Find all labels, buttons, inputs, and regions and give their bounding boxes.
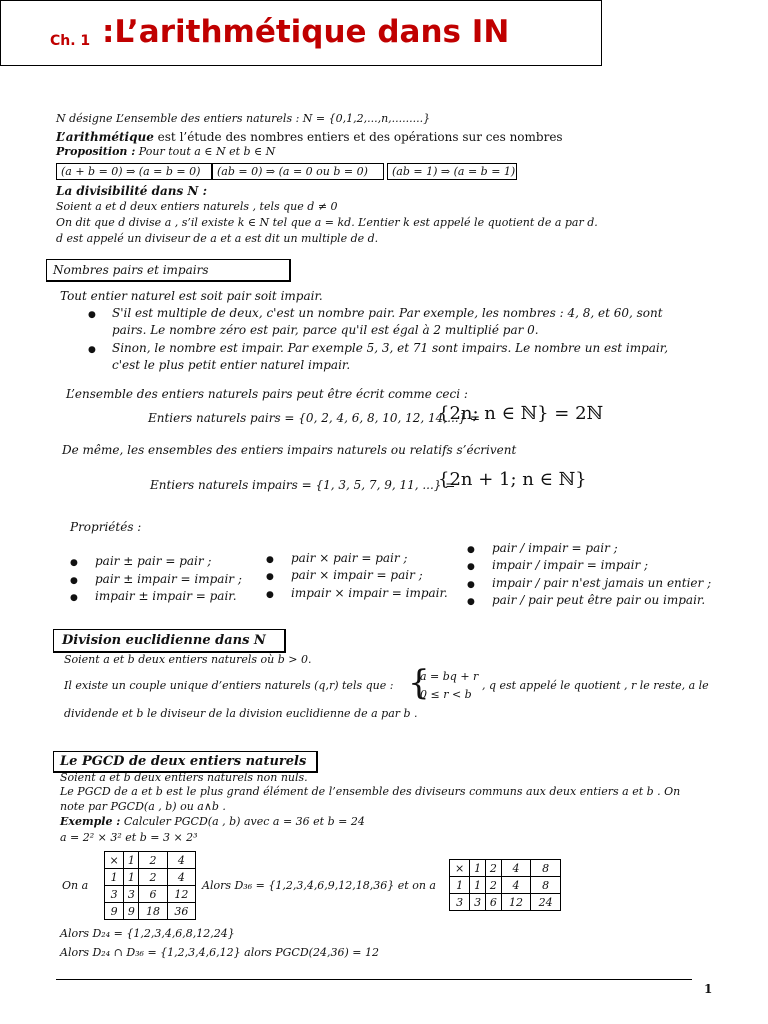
chapter-label: Ch. 1 <box>50 33 91 49</box>
system-eq-1: a = bq + r <box>420 670 479 683</box>
bullet-icon: ● <box>266 590 274 600</box>
pgcd-line-3: note par PGCD(a , b) ou a∧b . <box>60 800 226 813</box>
bullet-icon: ● <box>467 580 475 590</box>
divisors-table-24: × 1 2 4 8 1 1 2 4 8 3 3 6 12 24 <box>449 859 561 911</box>
prop-col1-item: pair ± impair = impair ; <box>95 572 242 586</box>
parity-heading: Nombres pairs et impairs <box>46 259 291 282</box>
divisibility-line-1: Soient a et d deux entiers naturels , tels que d ≠ 0 <box>56 200 338 213</box>
brace-icon: { <box>408 663 430 703</box>
divisibility-line-2: On dit que d divise a , s’il existe k ∈ N tel que a = kd. L’entier k est appelé le quotient de a par d. <box>56 216 598 229</box>
even-set-math: {2n; n ∈ ℕ} = 2ℕ <box>438 403 603 424</box>
alors-d24: Alors D₂₄ = {1,2,3,4,6,8,12,24} <box>60 927 235 940</box>
parity-intro: Tout entier naturel est soit pair soit impair. <box>60 289 323 303</box>
intro-line-1: N désigne L’ensemble des entiers naturels : N = {0,1,2,...,n,.........} <box>56 112 431 125</box>
division-line-2-end: , q est appelé le quotient , r le reste, a le <box>482 679 709 692</box>
prop-col1-item: pair ± pair = pair ; <box>95 554 212 568</box>
prop-col2-item: pair × impair = pair ; <box>291 568 423 582</box>
proposition-box-3: (ab = 1) ⇒ (a = b = 1) <box>387 163 517 180</box>
pgcd-heading: Le PGCD de deux entiers naturels <box>53 751 318 773</box>
bullet-icon: ● <box>88 310 96 320</box>
division-line-3: dividende et b le diviseur de la division euclidienne de a par b . <box>64 707 418 720</box>
parity-bullet-2b: c'est le plus petit entier naturel impair. <box>112 358 351 372</box>
even-set-text: Entiers naturels pairs = {0, 2, 4, 6, 8, 10, 12, 14,...} = <box>148 411 481 425</box>
bullet-icon: ● <box>467 545 475 555</box>
prop-col3-item: pair / impair = pair ; <box>492 541 618 555</box>
prop-col2-item: impair × impair = impair. <box>291 586 448 600</box>
parity-bullet-1b: pairs. Le nombre zéro est pair, parce qu'il est égal à 2 multiplié par 0. <box>112 323 539 337</box>
bullet-icon: ● <box>266 572 274 582</box>
prop-col1-item: impair ± impair = pair. <box>95 589 237 603</box>
divisors-table-36: × 1 2 4 1 1 2 4 3 3 6 12 9 9 18 36 <box>104 851 196 920</box>
footer-rule <box>56 979 692 980</box>
proposition-box-1: (a + b = 0) ⇒ (a = b = 0) <box>56 163 212 180</box>
bullet-icon: ● <box>467 562 475 572</box>
example-line: Exemple : Calculer PGCD(a , b) avec a = 36 et b = 24 <box>60 815 365 828</box>
bullet-icon: ● <box>467 597 475 607</box>
parity-bullet-1a: S'il est multiple de deux, c'est un nombre pair. Par exemple, les nombres : 4, 8, et 60, sont <box>112 306 663 320</box>
page-title: :L’arithmétique dans IN <box>102 14 510 50</box>
decomposition: a = 2² × 3² et b = 3 × 2³ <box>60 831 198 844</box>
prop-col3-item: impair / impair = impair ; <box>492 558 649 572</box>
system-eq-2: 0 ≤ r < b <box>420 688 472 701</box>
bullet-icon: ● <box>88 345 96 355</box>
divisibility-line-3: d est appelé un diviseur de a et a est dit un multiple de d. <box>56 232 379 245</box>
proposition-box-2: (ab = 0) ⇒ (a = 0 ou b = 0) <box>212 163 384 180</box>
properties-label: Propriétés : <box>70 520 142 534</box>
title-box <box>0 0 602 66</box>
prop-col3-item: pair / pair peut être pair ou impair. <box>492 593 706 607</box>
division-heading: Division euclidienne dans N <box>53 629 286 653</box>
division-line-1: Soient a et b deux entiers naturels où b > 0. <box>64 653 312 666</box>
bullet-icon: ● <box>70 593 78 603</box>
alors-d36: Alors D₃₆ = {1,2,3,4,6,9,12,18,36} et on a <box>202 879 436 892</box>
bullet-icon: ● <box>70 558 78 568</box>
prop-col2-item: pair × pair = pair ; <box>291 551 408 565</box>
odd-set-intro: De même, les ensembles des entiers impairs naturels ou relatifs s’écrivent <box>62 443 517 457</box>
intro-line-2: L’arithmétique est l’étude des nombres entiers et des opérations sur ces nombres <box>56 130 563 144</box>
pgcd-line-2: Le PGCD de a et b est le plus grand élément de l’ensemble des diviseurs communs aux deux entiers a et b . On <box>60 785 681 798</box>
even-set-intro: L’ensemble des entiers naturels pairs peut être écrit comme ceci : <box>66 387 468 401</box>
proposition-line: Proposition : Pour tout a ∈ N et b ∈ N <box>56 145 276 158</box>
division-line-2: Il existe un couple unique d’entiers naturels (q,r) tels que : <box>64 679 394 692</box>
alors-intersection: Alors D₂₄ ∩ D₃₆ = {1,2,3,4,6,12} alors PGCD(24,36) = 12 <box>60 946 379 959</box>
odd-set-math: {2n + 1; n ∈ ℕ} <box>438 469 587 490</box>
divisibility-heading: La divisibilité dans N : <box>56 184 208 198</box>
bullet-icon: ● <box>70 576 78 586</box>
page-number: 1 <box>704 982 713 996</box>
parity-bullet-2a: Sinon, le nombre est impair. Par exemple 5, 3, et 71 sont impairs. Le nombre un est impair, <box>112 341 669 355</box>
bullet-icon: ● <box>266 555 274 565</box>
odd-set-text: Entiers naturels impairs = {1, 3, 5, 7, 9, 11, ...} = <box>150 478 456 492</box>
prop-col3-item: impair / pair n'est jamais un entier ; <box>492 576 712 590</box>
on-a-label: On a <box>62 879 89 892</box>
pgcd-line-1: Soient a et b deux entiers naturels non nuls. <box>60 771 308 784</box>
